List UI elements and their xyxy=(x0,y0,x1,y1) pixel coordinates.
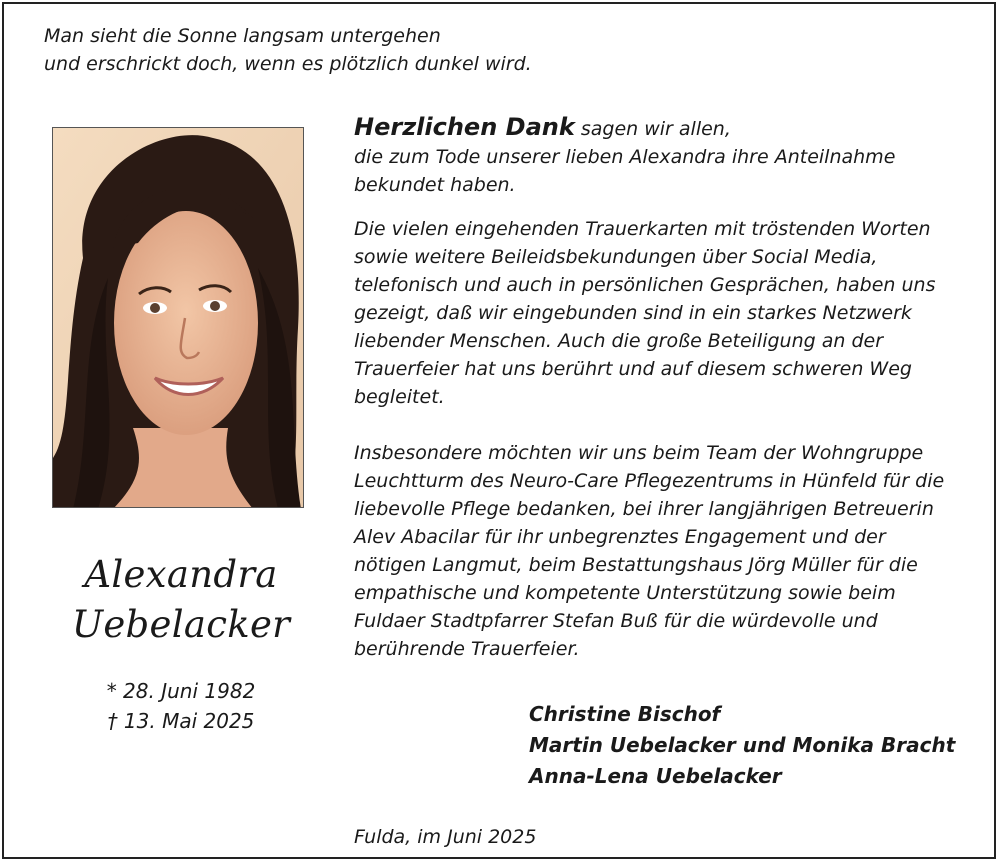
paragraph2-line: Leuchtturm des Neuro-Care Pflegezentrums in Hünfeld für die xyxy=(354,470,945,492)
paragraph1-line: Trauerfeier hat uns berührt und auf diesem schweren Weg xyxy=(354,358,912,380)
paragraph1-line: Die vielen eingehenden Trauerkarten mit tröstenden Worten xyxy=(354,218,931,240)
birth-date: * 28. Juni 1982 xyxy=(106,679,256,703)
thanks-headline: Herzlichen Dank xyxy=(354,113,575,141)
paragraph2-line: berührende Trauerfeier. xyxy=(354,638,580,660)
death-date: † 13. Mai 2025 xyxy=(107,709,255,733)
signer-name: Anna-Lena Uebelacker xyxy=(529,764,782,788)
first-name: Alexandra xyxy=(84,553,278,596)
life-dates xyxy=(40,676,322,736)
motto-quote xyxy=(44,22,532,78)
motto-line: und erschrickt doch, wenn es plötzlich dunkel wird. xyxy=(44,53,532,75)
paragraph1-line: gezeigt, daß wir eingebunden sind in ein starkes Netzwerk xyxy=(354,302,912,324)
paragraph1-line: sowie weitere Beileidsbekundungen über Social Media, xyxy=(354,246,878,268)
paragraph2-line: Insbesondere möchten wir uns beim Team der Wohngruppe xyxy=(354,442,924,464)
last-name: Uebelacker xyxy=(71,603,291,646)
paragraph2-line: nötigen Langmut, beim Bestattungshaus Jörg Müller für die xyxy=(354,554,918,576)
paragraph1-line: telefonisch und auch in persönlichen Gesprächen, haben uns xyxy=(354,274,936,296)
signer-name: Martin Uebelacker und Monika Bracht xyxy=(529,733,956,757)
thanks-text xyxy=(354,113,974,663)
deceased-name xyxy=(40,550,322,650)
paragraph2-line: empathische und kompetente Unterstützung sowie beim xyxy=(354,582,896,604)
paragraph2-line: Alev Abacilar für ihr unbegrenztes Engagement und der xyxy=(354,526,886,548)
thanks-headline-rest: sagen wir allen, xyxy=(574,118,731,140)
motto-line: Man sieht die Sonne langsam untergehen xyxy=(44,25,441,47)
paragraph1-line: liebender Menschen. Auch die große Beteiligung an der xyxy=(354,330,884,352)
paragraph2-line: Fuldaer Stadtpfarrer Stefan Buß für die würdevolle und xyxy=(354,610,878,632)
signer-name: Christine Bischof xyxy=(529,702,721,726)
thanks-headline-line xyxy=(354,113,974,143)
signers-block xyxy=(529,699,955,792)
portrait-photo xyxy=(52,127,304,508)
paragraph2-line: liebevolle Pflege bedanken, bei ihrer langjährigen Betreuerin xyxy=(354,498,934,520)
intro-line: bekundet haben. xyxy=(354,174,516,196)
paragraph1-line: begleitet. xyxy=(354,386,445,408)
intro-line: die zum Tode unserer lieben Alexandra ihre Anteilnahme xyxy=(354,146,896,168)
place-date: Fulda, im Juni 2025 xyxy=(354,826,537,848)
